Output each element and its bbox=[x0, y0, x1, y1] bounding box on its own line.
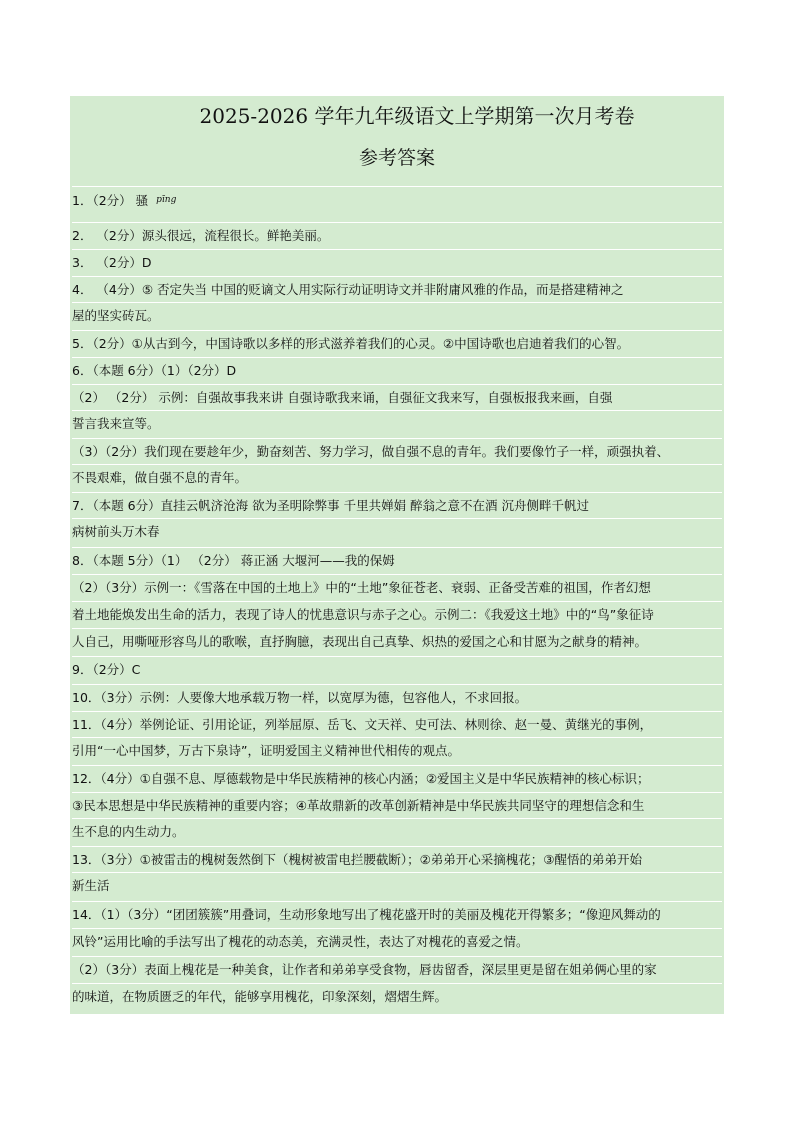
answer-line: 着土地能焕发出生命的活力，表现了诗人的忧患意识与赤子之心。示例二：《我爱这土地》中的“鸟”象征诗 bbox=[72, 601, 722, 627]
answer-line: 11．（4分）举例论证、引用论证，列举屈原、岳飞、文天祥、史可法、林则徐、赵一曼、黄继光的事例， bbox=[72, 711, 722, 737]
answer-line: （2）（3分）表面上槐花是一种美食，让作者和弟弟享受食物，唇齿留香，深层里更是留在姐弟俩心里的家 bbox=[72, 956, 722, 982]
page-subtitle: 参考答案 bbox=[358, 147, 435, 169]
answer-line: （2） （2分） 示例：自强故事我来讲 自强诗歌我来诵，自强征文我来写，自强板报我来画，自强 bbox=[72, 384, 722, 410]
answer-line: （3）（2分）我们现在要趁年少，勤奋刻苦、努力学习，做自强不息的青年。我们要像竹子一样，顽强执着、 bbox=[72, 438, 722, 464]
answer-line: 5．（2分）①从古到今，中国诗歌以多样的形式滋养着我们的心灵。②中国诗歌也启迪着我们的心智。 bbox=[72, 330, 722, 356]
answer-line: ③民本思想是中华民族精神的重要内容；④革故鼎新的改革创新精神是中华民族共同坚守的理想信念和生 bbox=[72, 792, 722, 818]
answer-line: 风铃”运用比喻的手法写出了槐花的动态美，充满灵性，表达了对槐花的喜爱之情。 bbox=[72, 928, 722, 954]
page-title: 2025-2026 学年九年级语文上学期第一次月考卷 bbox=[199, 104, 635, 128]
answer-line: 病树前头万木春 bbox=[72, 518, 722, 544]
answer-line: 1．（2分） 骚 $^{pīng}$ bbox=[72, 186, 722, 212]
answer-line: 不畏艰难，做自强不息的青年。 bbox=[72, 464, 722, 490]
answer-line: （2）（3分）示例一：《雪落在中国的土地上》中的“土地”象征苍老、衰弱、正备受苦难的祖国，作者幻想 bbox=[72, 574, 722, 600]
answer-line: 14．（1）（3分）“团团簇簇”用叠词，生动形象地写出了槐花盛开时的美丽及槐花开得繁多；“像迎风舞动的 bbox=[72, 901, 722, 927]
answer-line: 8．（本题 5分）（1） （2分） 蒋正涵 大堰河——我的保姆 bbox=[72, 547, 722, 573]
answer-line: 10．（3分）示例：人要像大地承载万物一样，以宽厚为德，包容他人，不求回报。 bbox=[72, 684, 722, 710]
answer-line: 誓言我来宣等。 bbox=[72, 410, 722, 436]
answer-line: 引用“一心中国梦，万古下泉诗”，证明爱国主义精神世代相传的观点。 bbox=[72, 737, 722, 763]
answer-line: 2． （2分）源头很远，流程很长。鲜艳美丽。 bbox=[72, 222, 722, 248]
answer-line: 的味道，在物质匮乏的年代，能够享用槐花，印象深刻，熠熠生辉。 bbox=[72, 983, 722, 1009]
answer-line: 3． （2分）D bbox=[72, 249, 722, 275]
answer-line: 12．（4分）①自强不息、厚德载物是中华民族精神的核心内涵；②爱国主义是中华民族精神的核心标识； bbox=[72, 765, 722, 791]
answer-line: 屋的坚实砖瓦。 bbox=[72, 302, 722, 328]
answer-line: 9．（2分）C bbox=[72, 656, 722, 682]
answer-line: 4． （4分）⑤ 否定失当 中国的贬谪文人用实际行动证明诗文并非附庸风雅的作品，而是搭建精神之 bbox=[72, 276, 722, 302]
answer-line: 13．（3分）①被雷击的槐树轰然倒下（槐树被雷电拦腰截断）；②弟弟开心采摘槐花；③醒悟的弟弟开始 bbox=[72, 846, 722, 872]
answer-line: 生不息的内生动力。 bbox=[72, 818, 722, 844]
pinyin-annotation: pīng bbox=[156, 195, 177, 205]
answer-line: 人自己，用嘶哑形容鸟儿的歌喉，直抒胸臆，表现出自己真挚、炽热的爱国之心和甘愿为之献身的精神。 bbox=[72, 628, 722, 654]
answer-line: 新生活 bbox=[72, 872, 722, 898]
answer-line: 7．（本题 6分）直挂云帆济沧海 欲为圣明除弊事 千里共婵娟 醉翁之意不在酒 沉舟侧畔千帆过 bbox=[72, 492, 722, 518]
answer-line: 6．（本题 6分）（1）（2分）D bbox=[72, 357, 722, 383]
